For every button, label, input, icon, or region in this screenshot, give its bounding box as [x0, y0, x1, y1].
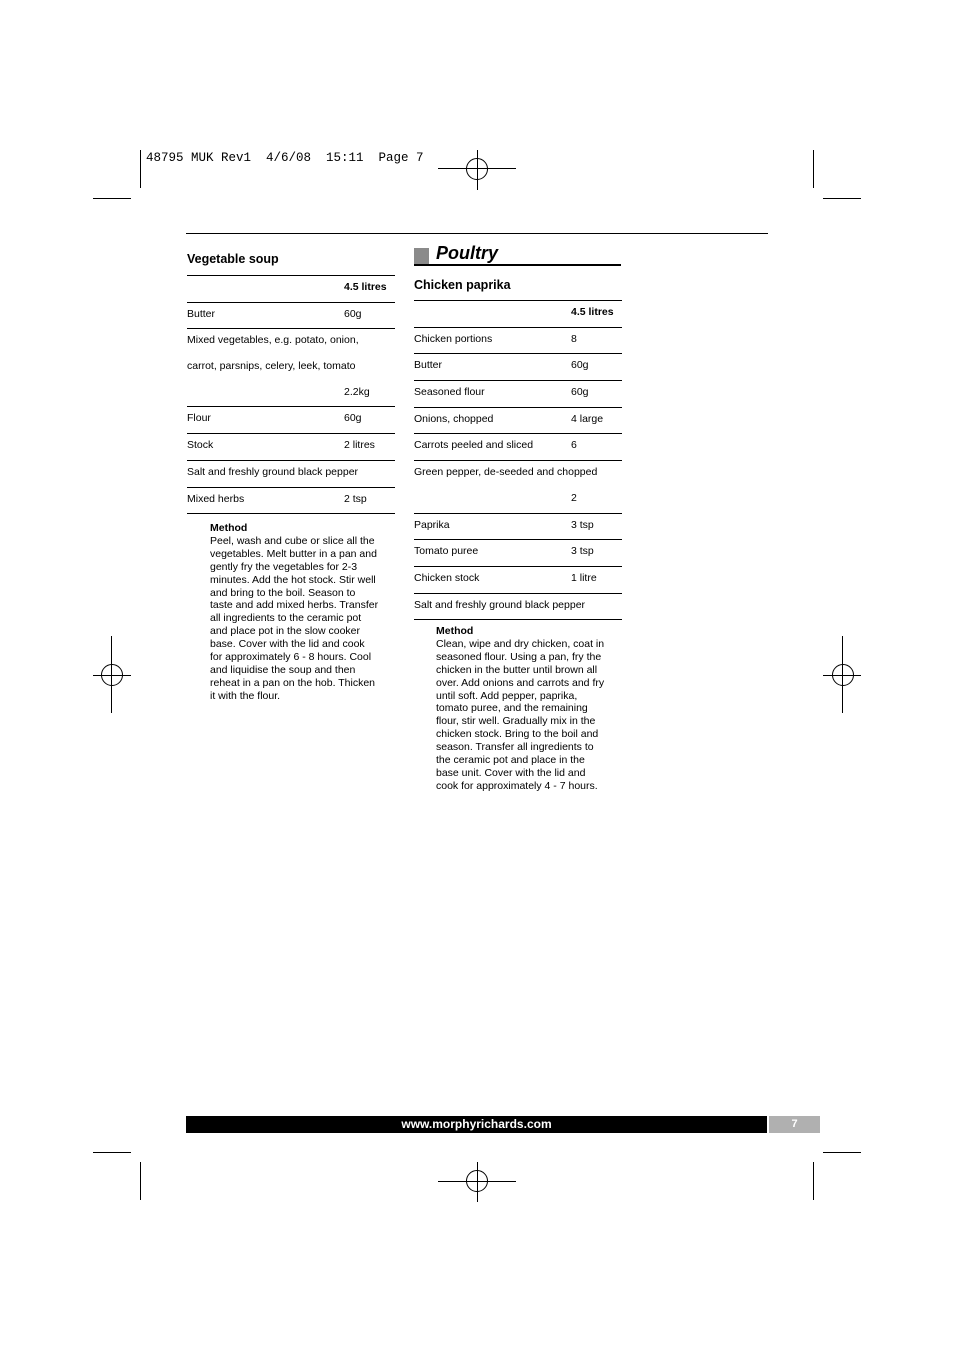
- ingredient-row: [414, 354, 622, 381]
- method-line: Clean, wipe and dry chicken, coat in: [436, 637, 605, 650]
- method-line: cook for approximately 4 - 7 hours.: [436, 779, 598, 792]
- method-line: and place pot in the slow cooker: [210, 625, 361, 638]
- row-line: [187, 355, 395, 381]
- method-text: [436, 625, 626, 793]
- method-line: Peel, wash and cube or slice all the: [210, 534, 375, 547]
- crop-mark: [813, 150, 814, 188]
- ingredient-name: Tomato puree: [414, 545, 479, 558]
- print-slug: 48795 MUK Rev1 4/6/08 15:11 Page 7: [146, 151, 424, 165]
- ingredient-quantity: 8: [571, 332, 577, 345]
- crop-mark: [823, 198, 861, 199]
- row-line: [414, 461, 622, 487]
- ingredient-quantity: 3 tsp: [571, 545, 594, 558]
- row-line: [414, 328, 622, 354]
- page-number: 7: [769, 1116, 820, 1133]
- method-line: base. Cover with the lid and cook: [210, 638, 365, 651]
- ingredient-row: [187, 488, 395, 515]
- table-header-row: [187, 276, 395, 303]
- ingredient-name: Onions, chopped: [414, 412, 494, 425]
- ingredient-name: Seasoned flour: [414, 386, 485, 399]
- ingredient-row: [187, 461, 395, 488]
- method-title: Method: [436, 625, 474, 637]
- ingredient-row: [187, 407, 395, 434]
- ingredient-quantity: 6: [571, 439, 577, 452]
- ingredient-quantity: 60g: [571, 359, 589, 372]
- ingredient-name: Paprika: [414, 518, 450, 531]
- ingredient-name: Butter: [414, 359, 443, 372]
- ingredient-quantity: 2: [571, 491, 577, 504]
- method-line: base unit. Cover with the lid and: [436, 766, 586, 779]
- ingredient-name: Butter: [187, 307, 216, 320]
- ingredients-table: [187, 275, 395, 514]
- ingredient-quantity: 2 litres: [344, 439, 375, 452]
- column-header: 4.5 litres: [571, 306, 614, 318]
- row-line: [414, 381, 622, 407]
- method-title: Method: [210, 522, 248, 534]
- table-header-row: [414, 301, 622, 328]
- crop-mark: [477, 150, 478, 190]
- method-line: until soft. Add pepper, paprika,: [436, 689, 578, 702]
- method-line: seasoned flour. Using a pan, fry the: [436, 650, 602, 663]
- ingredient-quantity: 60g: [571, 386, 589, 399]
- ingredient-name: carrot, parsnips, celery, leek, tomato: [187, 360, 356, 373]
- method-line: minutes. Add the hot stock. Stir well: [210, 573, 376, 586]
- method-line: flour, stir well. Gradually mix in the: [436, 715, 596, 728]
- row-line: [187, 381, 395, 407]
- row-line: [414, 434, 622, 460]
- row-line: [414, 487, 622, 513]
- top-rule: [186, 233, 768, 234]
- row-line: [187, 434, 395, 460]
- recipe-title: Vegetable soup: [187, 252, 279, 266]
- method-line: vegetables. Melt butter in a pan and: [210, 547, 377, 560]
- ingredients-table: [414, 300, 622, 620]
- crop-mark: [93, 198, 131, 199]
- ingredient-row: [414, 381, 622, 408]
- crop-mark: [823, 1152, 861, 1153]
- method-line: reheat in a pan on the hob. Thicken: [210, 676, 376, 689]
- row-line: [414, 354, 622, 380]
- crop-mark: [140, 1162, 141, 1200]
- row-line: [187, 329, 395, 355]
- row-line: [414, 567, 622, 593]
- method-line: the ceramic pot and place in the: [436, 754, 585, 767]
- method-line: and liquidise the soup and then: [210, 663, 356, 676]
- ingredient-row: [187, 434, 395, 461]
- footer-url: www.morphyrichards.com: [186, 1116, 767, 1133]
- row-line: [187, 488, 395, 514]
- ingredient-quantity: 60g: [344, 412, 362, 425]
- ingredient-row: [414, 594, 622, 621]
- section-rule: [414, 264, 621, 266]
- recipe-title: Chicken paprika: [414, 278, 511, 292]
- method-line: over. Add onions and carrots and fry: [436, 676, 605, 689]
- ingredient-quantity: 2.2kg: [344, 385, 370, 398]
- ingredient-name: Flour: [187, 412, 211, 425]
- crop-mark: [93, 1152, 131, 1153]
- ingredient-name: Green pepper, de-seeded and chopped: [414, 466, 598, 479]
- method-line: chicken in the butter until brown all: [436, 663, 598, 676]
- crop-mark: [111, 636, 112, 713]
- row-line: [187, 407, 395, 433]
- method-line: and bring to the boil. Season to: [210, 586, 356, 599]
- method-line: it with the flour.: [210, 689, 281, 702]
- ingredient-quantity: 60g: [344, 307, 362, 320]
- ingredient-quantity: 2 tsp: [344, 492, 367, 505]
- ingredient-name: Mixed herbs: [187, 492, 245, 505]
- ingredient-row: [414, 514, 622, 541]
- ingredient-row: [414, 408, 622, 435]
- method-line: for approximately 6 - 8 hours. Cool: [210, 651, 372, 664]
- section-marker: [414, 248, 429, 264]
- section-title: Poultry: [436, 243, 499, 263]
- method-line: chicken stock. Bring to the boil and: [436, 728, 599, 741]
- method-text: [210, 522, 400, 703]
- ingredient-name: Stock: [187, 439, 214, 452]
- row-line: [187, 303, 395, 329]
- method-line: all ingredients to the ceramic pot: [210, 612, 362, 625]
- method-line: taste and add mixed herbs. Transfer: [210, 599, 379, 612]
- ingredient-row: [414, 567, 622, 594]
- crop-mark: [93, 675, 131, 676]
- ingredient-name: Salt and freshly ground black pepper: [414, 598, 586, 611]
- crop-mark: [842, 636, 843, 713]
- method-line: tomato puree, and the remaining: [436, 702, 588, 715]
- ingredient-row: [414, 540, 622, 567]
- ingredient-row: [414, 461, 622, 513]
- row-line: [414, 594, 622, 620]
- ingredient-name: Carrots peeled and sliced: [414, 439, 534, 452]
- ingredient-name: Mixed vegetables, e.g. potato, onion,: [187, 334, 359, 347]
- header-line: [414, 301, 622, 327]
- crop-mark: [477, 1162, 478, 1202]
- ingredient-name: Salt and freshly ground black pepper: [187, 465, 359, 478]
- ingredient-quantity: 3 tsp: [571, 518, 594, 531]
- crop-mark: [140, 150, 141, 188]
- ingredient-row: [187, 329, 395, 407]
- row-line: [187, 461, 395, 487]
- ingredient-quantity: 4 large: [571, 412, 604, 425]
- row-line: [414, 540, 622, 566]
- method-line: gently fry the vegetables for 2-3: [210, 560, 358, 573]
- ingredient-name: Chicken portions: [414, 332, 493, 345]
- ingredient-row: [187, 303, 395, 330]
- method-line: season. Transfer all ingredients to: [436, 741, 594, 754]
- crop-mark: [813, 1162, 814, 1200]
- ingredient-row: [414, 434, 622, 461]
- row-line: [414, 408, 622, 434]
- header-line: [187, 276, 395, 302]
- ingredient-name: Chicken stock: [414, 571, 480, 584]
- ingredient-quantity: 1 litre: [571, 571, 597, 584]
- row-line: [414, 514, 622, 540]
- ingredient-row: [414, 328, 622, 355]
- column-header: 4.5 litres: [344, 281, 387, 293]
